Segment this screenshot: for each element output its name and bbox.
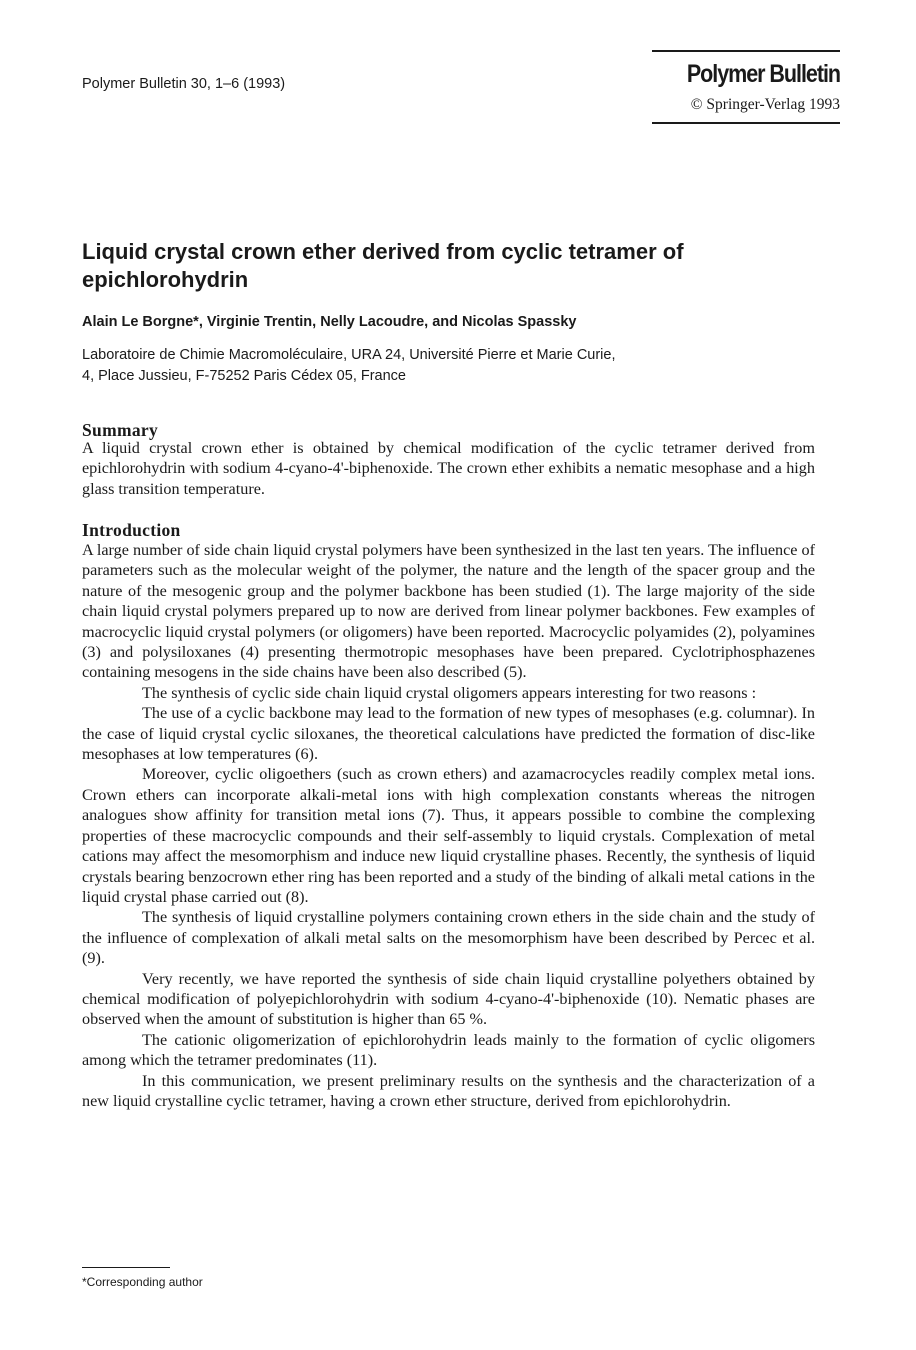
author-list: Alain Le Borgne*, Virginie Trentin, Nelly Lacoudre, and Nicolas Spassky [82,314,577,330]
intro-paragraph-3: The use of a cyclic backbone may lead to the formation of new types of mesophases (e.g. columnar). In the case of liquid crystal cyclic siloxanes, the theoretical calculations have predicted the formation of disc-like mesophases at low temperatures (6). [82,704,815,764]
journal-masthead [652,50,840,124]
masthead-bottom-rule [652,122,840,124]
affiliation [82,345,802,387]
intro-paragraph-4: Moreover, cyclic oligoethers (such as crown ethers) and azamacrocycles readily complex metal ions. Crown ethers can incorporate alkali-metal ions with high complexation constants whereas the nitrogen analogues show affinity for transition metal ions (7). Thus, it appears possible to combine the complexing properties of these macrocyclic compounds and their self-assembly to liquid crystals. Complexation of metal cations may affect the mesomorphism and induce new liquid crystalline phases. Recently, the synthesis of liquid crystals bearing benzocrown ether ring has been reported and a study of the binding of alkali metal cations in the liquid crystal phase carried out (8). [82,765,815,906]
intro-paragraph-2: The synthesis of cyclic side chain liquid crystal oligomers appears interesting for two reasons : [142,683,757,702]
intro-paragraph-5: The synthesis of liquid crystalline polymers containing crown ethers in the side chain and the study of the influence of complexation of alkali metal salts on the mesomorphism have been described by Percec et al. (9). [82,908,815,968]
masthead-top-rule [652,50,840,52]
introduction-heading: Introduction [82,520,181,540]
summary-text [82,438,815,499]
paper-title: Liquid crystal crown ether derived from cyclic tetramer of epichlorohydrin [82,239,684,292]
journal-reference: Polymer Bulletin 30, 1–6 (1993) [82,76,286,92]
affiliation-line-2: 4, Place Jussieu, F-75252 Paris Cédex 05, France [82,368,406,384]
summary-paragraph: A liquid crystal crown ether is obtained by chemical modification of the cyclic tetramer derived from epichlorohydrin with sodium 4-cyano-4'-biphenoxide. The crown ether exhibits a nematic mesophase and a high glass transition temperature. [82,439,815,498]
intro-paragraph-7: The cationic oligomerization of epichlorohydrin leads mainly to the formation of cyclic oligomers among which the tetramer predominates (11). [82,1030,815,1070]
summary-heading: Summary [82,420,158,440]
journal-name: Polymer Bulletin [686,60,840,88]
footnote-divider [82,1267,170,1268]
introduction-text [82,540,815,1111]
footnote: *Corresponding author [82,1275,203,1289]
intro-paragraph-6: Very recently, we have reported the synthesis of side chain liquid crystalline polyethers obtained by chemical modification of polyepichlorohydrin with sodium 4-cyano-4'-biphenoxide (10). Nematic phases are observed when the amount of substitution is higher than 65 %. [82,969,815,1029]
copyright-notice: © Springer-Verlag 1993 [690,96,840,113]
intro-paragraph-8: In this communication, we present preliminary results on the synthesis and the characterization of a new liquid crystalline cyclic tetramer, having a crown ether structure, derived from epichlorohydrin. [82,1071,815,1110]
intro-paragraph-1: A large number of side chain liquid crystal polymers have been synthesized in the last ten years. The influence of parameters such as the molecular weight of the polymer, the nature and the length of the spacer group and the nature of the mesogenic group and the polymer backbone has been studied (1). The large majority of the side chain liquid crystal polymers prepared up to now are derived from linear polymer backbones. Few examples of macrocyclic liquid crystal polymers (or oligomers) have been reported. Macrocyclic polyamides (2), polyamines (3) and polysiloxanes (4) presenting thermotropic mesophases have been prepared. Cyclotriphosphazenes containing mesogens in the side chains have been also described (5). [82,541,816,682]
affiliation-line-1: Laboratoire de Chimie Macromoléculaire, URA 24, Université Pierre et Marie Curie, [82,347,616,363]
